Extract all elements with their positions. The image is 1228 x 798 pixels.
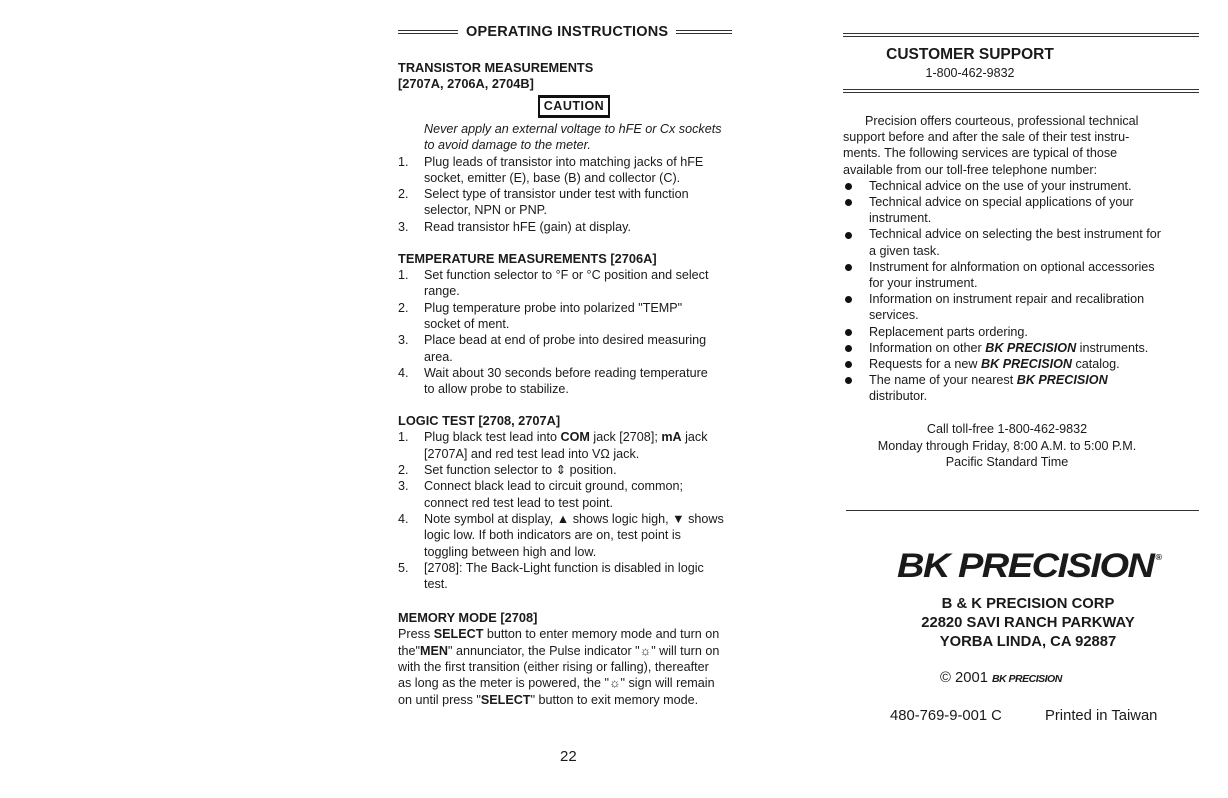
step-text: Plug leads of transistor into matching jacks of hFE — [424, 154, 704, 169]
temperature-title: TEMPERATURE MEASUREMENTS [2706A] — [398, 251, 657, 267]
header-rule-right — [676, 30, 732, 34]
page-number: 22 — [560, 748, 577, 765]
call-line: Call toll-free 1-800-462-9832 — [926, 422, 1088, 436]
service-text: Technical advice on special applications of your — [869, 195, 1134, 210]
step-text: Read transistor hFE (gain) at display. — [424, 219, 631, 234]
printed-in: Printed in Taiwan — [1045, 708, 1158, 724]
street-address: 22820 SAVI RANCH PARKWAY — [921, 615, 1135, 631]
step-text: test. — [424, 577, 448, 592]
step-text: Note symbol at display, ▲ shows logic high, ▼ shows — [424, 511, 724, 526]
temperature-section — [398, 251, 750, 397]
step-number: 4. — [398, 365, 409, 380]
step-text: jack [2708]; — [589, 430, 662, 445]
copyright-text: © 2001 — [940, 670, 988, 686]
step-text: Plug temperature probe into polarized "TEMP" — [424, 300, 683, 315]
list-item — [398, 462, 750, 478]
logic-steps — [398, 429, 750, 592]
memory-line: Press — [398, 627, 434, 642]
memory-line: with the first transition (either rising or falling), thereafter — [398, 660, 709, 675]
intro-line: ments. The following services are typical of those — [843, 146, 1118, 161]
service-text: instrument. — [869, 211, 932, 226]
step-text: [2707A] and red test lead into VΩ jack. — [424, 446, 640, 461]
brand-name: BK PRECISION — [985, 340, 1077, 355]
list-item — [398, 300, 750, 333]
memory-title: MEMORY MODE [2708] — [398, 610, 538, 626]
title-rule — [843, 89, 1199, 93]
list-item — [398, 186, 750, 219]
call-info — [843, 421, 1171, 471]
section-header — [398, 22, 750, 42]
select-keyword: SELECT — [433, 627, 484, 642]
list-item — [398, 332, 750, 365]
step-number: 3. — [398, 333, 409, 348]
service-text: catalog. — [1071, 357, 1120, 372]
step-text: toggling between high and low. — [424, 544, 597, 559]
intro-paragraph — [843, 113, 1183, 129]
select-keyword: SELECT — [480, 692, 531, 707]
memory-line: the" — [398, 643, 420, 658]
service-text: Instrument for alnformation on optional accessories — [869, 259, 1155, 274]
list-item — [843, 178, 1183, 194]
bullet-icon — [845, 264, 852, 271]
company-address — [873, 595, 1183, 652]
left-page — [398, 22, 750, 708]
step-number: 2. — [398, 300, 409, 315]
memory-line: button to enter memory mode and turn on — [483, 627, 720, 642]
step-text: Set function selector to ⇕ position. — [424, 463, 617, 478]
brand-logo — [897, 547, 1161, 586]
service-text: Requests for a new — [869, 357, 982, 372]
memory-line: as long as the meter is powered, the "☼" sign will remain — [398, 676, 715, 691]
list-item — [843, 340, 1183, 356]
list-item — [843, 226, 1183, 258]
service-text: distributor. — [869, 389, 928, 404]
service-text: services. — [869, 308, 919, 323]
step-text: logic low. If both indicators are on, test point is — [424, 528, 681, 543]
list-item — [398, 511, 750, 560]
list-item — [398, 560, 750, 593]
step-text: selector, NPN or PNP. — [424, 203, 547, 218]
list-item — [398, 219, 750, 235]
memory-section — [398, 610, 750, 707]
transistor-steps — [398, 154, 750, 235]
company-name: B & K PRECISION CORP — [941, 596, 1115, 612]
memory-line: " button to exit memory mode. — [530, 692, 699, 707]
caution-warning — [398, 121, 750, 154]
header-rule-left — [398, 30, 458, 34]
intro-line: support before and after the sale of their test instru- — [843, 130, 1130, 145]
step-number: 1. — [398, 268, 409, 283]
right-page — [843, 0, 1199, 798]
copyright-brand: BK PRECISION — [991, 673, 1062, 685]
step-text: area. — [424, 349, 453, 364]
service-text: Replacement parts ordering. — [869, 324, 1028, 339]
list-item — [843, 372, 1183, 404]
call-line: Monday through Friday, 8:00 A.M. to 5:00 P.M. — [877, 438, 1137, 453]
step-number: 4. — [398, 511, 409, 526]
logo-text: BK PRECISION — [897, 547, 1154, 585]
step-number: 1. — [398, 154, 409, 169]
top-rule — [843, 33, 1199, 37]
logic-title: LOGIC TEST [2708, 2707A] — [398, 413, 561, 429]
transistor-models: [2707A, 2706A, 2704B] — [398, 76, 534, 91]
list-item — [398, 478, 750, 511]
intro-line: available from our toll-free telephone number: — [843, 162, 1098, 177]
warning-line: to avoid damage to the meter. — [424, 138, 591, 153]
service-text: a given task. — [869, 243, 940, 258]
list-item — [843, 259, 1183, 291]
step-text: Plug black test lead into — [424, 430, 561, 445]
memory-text — [398, 626, 750, 707]
support-phone: 1-800-462-9832 — [925, 66, 1015, 80]
step-text: Place bead at end of probe into desired measuring — [424, 333, 707, 348]
service-text: instruments. — [1076, 340, 1149, 355]
logic-section — [398, 413, 750, 592]
step-text: Connect black lead to circuit ground, common; — [424, 479, 684, 494]
temperature-steps — [398, 267, 750, 397]
list-item — [843, 356, 1183, 372]
services-list — [843, 178, 1183, 405]
bullet-icon — [845, 183, 852, 190]
list-item — [398, 429, 750, 462]
step-text: range. — [424, 284, 460, 299]
step-number: 2. — [398, 187, 409, 202]
list-item — [843, 194, 1183, 226]
step-number: 3. — [398, 479, 409, 494]
brand-name: BK PRECISION — [981, 357, 1072, 372]
bullet-icon — [845, 199, 852, 206]
step-number: 3. — [398, 219, 409, 234]
brand-name: BK PRECISION — [1016, 373, 1108, 388]
customer-support-title: CUSTOMER SUPPORT — [886, 46, 1054, 63]
transistor-title: TRANSISTOR MEASUREMENTS — [398, 60, 594, 75]
step-text: to allow probe to stabilize. — [424, 382, 569, 397]
service-text: Information on instrument repair and recalibration — [869, 292, 1145, 307]
step-text: Wait about 30 seconds before reading temperature — [424, 365, 708, 380]
ma-jack-label: mA — [661, 430, 682, 445]
step-text: Set function selector to °F or °C position and select — [424, 268, 709, 283]
city-address: YORBA LINDA, CA 92887 — [939, 634, 1117, 650]
step-text: [2708]: The Back-Light function is disabled in logic — [424, 560, 704, 575]
service-text: Technical advice on the use of your instrument. — [869, 178, 1132, 193]
step-text: socket of ment. — [424, 316, 510, 331]
step-number: 1. — [398, 430, 409, 445]
com-jack-label: COM — [560, 430, 590, 445]
step-number: 2. — [398, 463, 409, 478]
bullet-icon — [845, 232, 852, 239]
memory-line: on until press " — [398, 692, 481, 707]
list-item — [398, 365, 750, 398]
part-number: 480-769-9-001 C — [890, 708, 1002, 724]
intro-line: Precision offers courteous, professional technical — [865, 114, 1139, 128]
caution-box — [398, 95, 750, 118]
service-text: The name of your nearest — [869, 373, 1017, 388]
service-text: Information on other — [869, 340, 986, 355]
list-item — [843, 291, 1183, 323]
bullet-icon — [845, 345, 852, 352]
bullet-icon — [845, 377, 852, 384]
list-item — [843, 324, 1183, 340]
call-line: Pacific Standard Time — [945, 455, 1069, 469]
step-text: connect red test lead to test point. — [424, 495, 614, 510]
warning-line: Never apply an external voltage to hFE or Cx sockets — [424, 122, 722, 136]
divider-rule — [846, 510, 1199, 511]
copyright — [940, 670, 1062, 686]
bullet-icon — [845, 329, 852, 336]
step-text: Select type of transistor under test with function — [424, 187, 689, 202]
list-item — [398, 154, 750, 187]
bullet-icon — [845, 361, 852, 368]
bullet-icon — [845, 296, 852, 303]
caution-label: CAUTION — [538, 95, 610, 118]
men-keyword: MEN — [419, 643, 448, 658]
registered-mark: ® — [1155, 552, 1161, 562]
service-text: Technical advice on selecting the best instrument for — [869, 227, 1161, 242]
list-item — [398, 267, 750, 300]
step-number: 5. — [398, 560, 409, 575]
step-text: socket, emitter (E), base (B) and collector (C). — [424, 170, 681, 185]
page-title: OPERATING INSTRUCTIONS — [466, 23, 669, 40]
step-text: jack — [681, 430, 708, 445]
transistor-section — [398, 60, 750, 235]
support-intro — [843, 113, 1183, 405]
service-text: for your instrument. — [869, 276, 978, 291]
memory-line: " annunciator, the Pulse indicator "☼" will turn on — [447, 643, 720, 658]
